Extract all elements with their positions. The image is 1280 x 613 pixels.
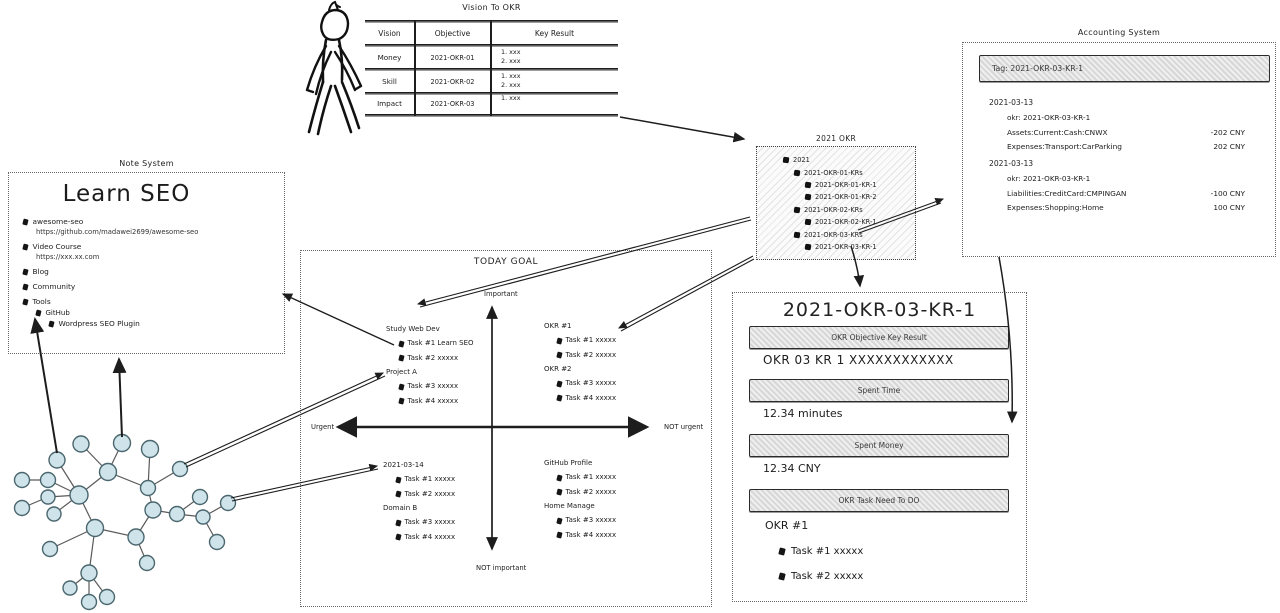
- graph-node: [63, 581, 77, 595]
- note-item: Blog: [32, 267, 49, 276]
- bullet-icon: [556, 380, 562, 386]
- spent-money-bar-label: Spent Money: [854, 441, 904, 450]
- vision-table-title: Vision To OKR: [462, 3, 521, 12]
- task-label: Task #1 xxxxx: [404, 475, 456, 483]
- bullet-icon: [556, 337, 562, 343]
- group-heading: Study Web Dev: [386, 325, 440, 333]
- tag-icon: [805, 194, 812, 201]
- tree-item: 2021-OKR-01-KR-2: [815, 193, 877, 202]
- bullet-icon: [22, 218, 28, 224]
- task-label: Task #1 xxxxx: [565, 473, 617, 481]
- tree-item: 2021-OKR-03-KR-1: [815, 242, 877, 251]
- task-label: Task #1 Learn SEO: [407, 339, 474, 347]
- bullet-icon: [556, 532, 562, 538]
- quadrant-not-important-urgent: [383, 458, 455, 544]
- axis-label-not-urgent: NOT urgent: [664, 423, 704, 431]
- bullet-icon: [398, 398, 404, 404]
- note-item: Video Course: [32, 242, 82, 251]
- tree-item: 2021-OKR-01-KRs: [804, 168, 863, 177]
- note-item: GitHub: [45, 309, 70, 317]
- okr-detail-panel[interactable]: [732, 292, 1027, 602]
- spent-money-value: 12.34 CNY: [763, 462, 821, 475]
- tree-item: 2021-OKR-03-KRs: [804, 230, 863, 239]
- note-link[interactable]: https://xxx.xx.com: [36, 253, 100, 261]
- bullet-icon: [395, 519, 401, 525]
- bullet-icon: [22, 268, 28, 274]
- okr-tree-box[interactable]: [756, 134, 916, 260]
- graph-node: [142, 441, 159, 458]
- kr-line: 1. xxx: [501, 48, 521, 56]
- ledger-entry: [989, 159, 1245, 212]
- graph-node: [145, 502, 161, 518]
- graph-node: [82, 595, 97, 610]
- task-label: Task #2 xxxxx: [407, 353, 459, 362]
- account-amount: 202 CNY: [1213, 142, 1245, 151]
- entry-date: 2021-03-13: [989, 159, 1034, 168]
- task-label: Task #1 xxxxx: [565, 336, 617, 344]
- bullet-icon: [398, 355, 404, 361]
- person-head: [321, 10, 348, 40]
- accounting-title: Accounting System: [1077, 28, 1161, 37]
- graph-node: [100, 464, 117, 481]
- bullet-icon: [398, 383, 404, 389]
- todo-heading: OKR #1: [765, 519, 809, 532]
- note-system-panel[interactable]: [8, 159, 285, 354]
- task-label: Task #3 xxxxx: [407, 382, 459, 390]
- person-left-arm: [307, 46, 331, 94]
- graph-node: [87, 520, 104, 537]
- bullet-icon: [395, 534, 401, 540]
- axis-label-urgent: Urgent: [311, 423, 335, 431]
- col-header-key-result: Key Result: [534, 29, 575, 38]
- entry-okr: okr: 2021-OKR-03-KR-1: [1007, 113, 1091, 122]
- bullet-icon: [556, 395, 562, 401]
- group-heading: Domain B: [383, 504, 418, 512]
- graph-node: [114, 435, 131, 452]
- account-amount: -100 CNY: [1210, 188, 1245, 198]
- objective-bar[interactable]: [749, 326, 1009, 349]
- bullet-icon: [778, 572, 786, 580]
- graph-nodes[interactable]: [15, 435, 236, 610]
- cell-vision: Skill: [382, 77, 397, 86]
- bullet-icon: [556, 489, 562, 495]
- group-heading: 2021-03-14: [383, 461, 424, 469]
- graph-node: [15, 501, 30, 516]
- task-label: Task #4 xxxxx: [407, 396, 459, 405]
- objective-bar-label: OKR Objective Key Result: [831, 333, 927, 342]
- today-goal-panel[interactable]: [300, 250, 712, 607]
- tree-item: 2021: [793, 156, 810, 165]
- graph-node: [141, 481, 156, 496]
- note-item: awesome-seo: [32, 217, 84, 226]
- quadrant-important-urgent: [386, 322, 474, 408]
- tag-icon: [794, 169, 801, 176]
- entry-date: 2021-03-13: [989, 98, 1034, 107]
- cell-objective: 2021-OKR-01: [430, 53, 475, 62]
- group-heading: Home Manage: [544, 502, 595, 510]
- note-link[interactable]: https://github.com/madawei2699/awesome-seo: [36, 228, 199, 236]
- bullet-icon: [556, 474, 562, 480]
- person-hair: [329, 2, 340, 10]
- graph-node: [196, 510, 210, 524]
- task-label: Task #4 xxxxx: [404, 532, 456, 541]
- graph-node: [173, 462, 188, 477]
- spent-time-bar-label: Spent Time: [857, 386, 901, 395]
- tag-icon: [805, 182, 812, 189]
- kr-line: 1. xxx: [501, 94, 521, 102]
- account-name: Assets:Current:Cash:CNWX: [1007, 127, 1108, 137]
- accounting-panel[interactable]: [962, 28, 1276, 257]
- bullet-icon: [778, 547, 786, 555]
- bullet-icon: [22, 243, 28, 249]
- spent-time-value: 12.34 minutes: [763, 407, 843, 420]
- spent-time-bar[interactable]: [749, 379, 1009, 402]
- graph-node: [41, 490, 55, 504]
- note-heading: Learn SEO: [62, 181, 191, 207]
- kr-line: 2. xxx: [501, 57, 521, 65]
- tree-item: 2021-OKR-02-KRs: [804, 205, 863, 214]
- tag-icon: [783, 157, 790, 164]
- account-name: Expenses:Transport:CarParking: [1007, 142, 1123, 151]
- axis-label-not-important: NOT important: [476, 564, 527, 572]
- bullet-icon: [556, 517, 562, 523]
- vision-okr-table[interactable]: [365, 3, 618, 117]
- cell-key-result: [491, 91, 628, 117]
- today-goal-title: TODAY GOAL: [473, 257, 539, 267]
- graph-node: [140, 556, 155, 571]
- bullet-icon: [398, 340, 404, 346]
- graph-node: [73, 436, 89, 452]
- todo-task: Task #2 xxxxx: [791, 571, 864, 582]
- task-label: Task #3 xxxxx: [404, 518, 456, 526]
- group-heading: Project A: [386, 368, 417, 376]
- graph-node: [170, 507, 185, 522]
- group-heading: OKR #2: [544, 365, 572, 373]
- tag-icon: [805, 219, 812, 226]
- graph-node: [43, 542, 58, 557]
- task-label: Task #2 xxxxx: [565, 487, 617, 496]
- cell-objective: 2021-OKR-02: [430, 77, 475, 86]
- tag-icon: [794, 206, 801, 213]
- note-item: Tools: [32, 297, 51, 306]
- graph-node: [128, 529, 144, 545]
- col-header-vision: Vision: [378, 29, 401, 38]
- graph-node: [70, 486, 88, 504]
- account-amount: -202 CNY: [1210, 127, 1245, 137]
- arrow-table-to-okr-tree: [620, 117, 744, 139]
- todo-task: Task #1 xxxxx: [791, 546, 864, 557]
- ledger-entry: [989, 98, 1245, 151]
- graph-node: [210, 535, 225, 550]
- accounting-tag-label: Tag: 2021-OKR-03-KR-1: [992, 64, 1084, 73]
- bullet-icon: [556, 352, 562, 358]
- task-label: Task #4 xxxxx: [565, 530, 617, 539]
- tag-icon: [805, 244, 812, 251]
- task-label: Task #3 xxxxx: [565, 379, 617, 387]
- mind-map-graph[interactable]: [0, 405, 250, 613]
- graph-node: [47, 507, 61, 521]
- graph-node: [81, 565, 97, 581]
- objective-text: OKR 03 KR 1 XXXXXXXXXXXX: [763, 353, 954, 367]
- bullet-icon: [35, 310, 41, 316]
- person-left-leg: [309, 82, 331, 134]
- kr-line: 2. xxx: [501, 81, 521, 89]
- bullet-icon: [22, 298, 28, 304]
- quadrant-not-important-not-urgent: [544, 456, 616, 542]
- graph-node: [41, 473, 56, 488]
- spent-money-bar[interactable]: [749, 434, 1009, 457]
- account-amount: 100 CNY: [1213, 203, 1245, 212]
- group-heading: GitHub Profile: [544, 459, 593, 467]
- task-label: Task #3 xxxxx: [565, 516, 617, 524]
- todo-bar-label: OKR Task Need To DO: [838, 496, 920, 505]
- task-label: Task #4 xxxxx: [565, 393, 617, 402]
- cell-objective: 2021-OKR-03: [430, 99, 475, 108]
- task-label: Task #2 xxxxx: [404, 489, 456, 498]
- kr-line: 1. xxx: [501, 72, 521, 80]
- cell-vision: Money: [377, 53, 402, 62]
- note-system-title: Note System: [119, 159, 174, 168]
- task-label: Task #2 xxxxx: [565, 350, 617, 359]
- cell-key-result: [491, 45, 628, 71]
- bullet-icon: [48, 320, 54, 326]
- person-right-arm: [335, 46, 361, 90]
- axis-label-important: Important: [484, 290, 518, 298]
- bullet-icon: [395, 491, 401, 497]
- note-item: Community: [32, 282, 76, 291]
- note-item: Wordpress SEO Plugin: [58, 319, 140, 328]
- graph-node: [15, 473, 30, 488]
- col-header-objective: Objective: [434, 29, 471, 38]
- group-heading: OKR #1: [544, 322, 572, 330]
- tree-item: 2021-OKR-02-KR-1: [815, 218, 877, 227]
- okr-detail-title: 2021-OKR-03-KR-1: [782, 299, 977, 321]
- graph-node: [193, 490, 208, 505]
- bullet-icon: [22, 283, 28, 289]
- graph-node: [100, 590, 115, 605]
- account-name: Liabilities:CreditCard:CMPINGAN: [1007, 188, 1127, 198]
- graph-node: [49, 452, 65, 468]
- entry-okr: okr: 2021-OKR-03-KR-1: [1007, 174, 1091, 183]
- bullet-icon: [395, 476, 401, 482]
- cell-vision: Impact: [377, 99, 402, 108]
- accounting-tag-bar[interactable]: [979, 55, 1270, 82]
- quadrant-important-not-urgent: [544, 319, 616, 405]
- tag-icon: [794, 231, 801, 238]
- account-name: Expenses:Shopping:Home: [1007, 203, 1104, 212]
- todo-bar[interactable]: [749, 489, 1009, 512]
- graph-node: [221, 496, 236, 511]
- okr-tree-title: 2021 OKR: [816, 134, 856, 143]
- tree-item: 2021-OKR-01-KR-1: [815, 180, 877, 189]
